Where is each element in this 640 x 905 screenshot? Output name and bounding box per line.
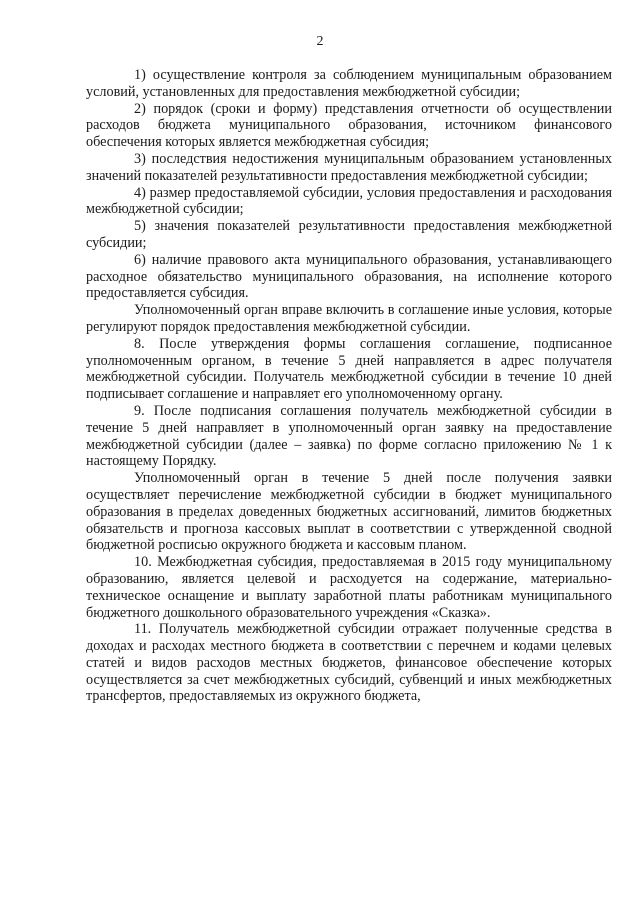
paragraph-section-11: 11. Получатель межбюджетной субсидии отражает полученные средства в доходах и расходах местного бюджета в соответствии с перечнем и кодами целевых статей и видов расходов местных бюджетов, финансовое обеспечение которых осуществляется за счет межбюджетных субсидий, субвенций и иных межбюджетных трансфертов, предоставляемых из окружного бюджета,: [86, 621, 612, 705]
paragraph-item-3: 3) последствия недостижения муниципальным образованием установленных значений показателей результативности предоставления межбюджетной субсидии;: [86, 150, 612, 184]
paragraph-item-5: 5) значения показателей результативности предоставления межбюджетной субсидии;: [86, 218, 612, 251]
paragraph-transfer-procedure: Уполномоченный орган в течение 5 дней после получения заявки осуществляет перечисление межбюджетной субсидии в бюджет муниципального образования в пределах доведенных бюджетных ассигнований, лимитов бюджетных обязательств и прогноза кассовых выплат в соответствии с утвержденной сводной бюджетной росписью окружного бюджета и кассовым планом.: [86, 470, 612, 554]
paragraph-item-4: 4) размер предоставляемой субсидии, условия предоставления и расходования межбюджетной субсидии;: [86, 184, 612, 218]
paragraph-section-8: 8. После утверждения формы соглашения соглашение, подписанное уполномоченным органом, в течение 5 дней направляется в адрес получателя межбюджетной субсидии. Получатель межбюджетной субсидии в течение 10 дней подписывает соглашение и направляет его уполномоченному органу.: [86, 335, 612, 403]
paragraph-section-9: 9. После подписания соглашения получатель межбюджетной субсидии в течение 5 дней направляет в уполномоченный орган заявку на предоставление межбюджетной субсидии (далее – заявка) по форме согласно приложению № 1 к настоящему Порядку.: [86, 402, 612, 470]
paragraph-item-6: 6) наличие правового акта муниципального образования, устанавливающего расходное обязательство муниципального образования, на исполнение которого предоставляется субсидия.: [86, 251, 612, 302]
paragraph-section-10: 10. Межбюджетная субсидия, предоставляемая в 2015 году муниципальному образованию, является целевой и расходуется на содержание, материально-техническое оснащение и выплату заработной платы работникам муниципального бюджетного дошкольного образовательного учреждения «Сказка».: [86, 554, 612, 621]
page-number: 2: [316, 34, 324, 49]
paragraph-item-1: 1) осуществление контроля за соблюдением муниципальным образованием условий, установленных для предоставления межбюджетной субсидии;: [86, 67, 612, 100]
document-body: [86, 67, 612, 705]
paragraph-additional-conditions: Уполномоченный орган вправе включить в соглашение иные условия, которые регулируют порядок предоставления межбюджетной субсидии.: [86, 302, 612, 335]
paragraph-item-2: 2) порядок (сроки и форму) представления отчетности об осуществлении расходов бюджета муниципального образования, источником финансового обеспечения которых является межбюджетная субсидия;: [86, 100, 612, 151]
